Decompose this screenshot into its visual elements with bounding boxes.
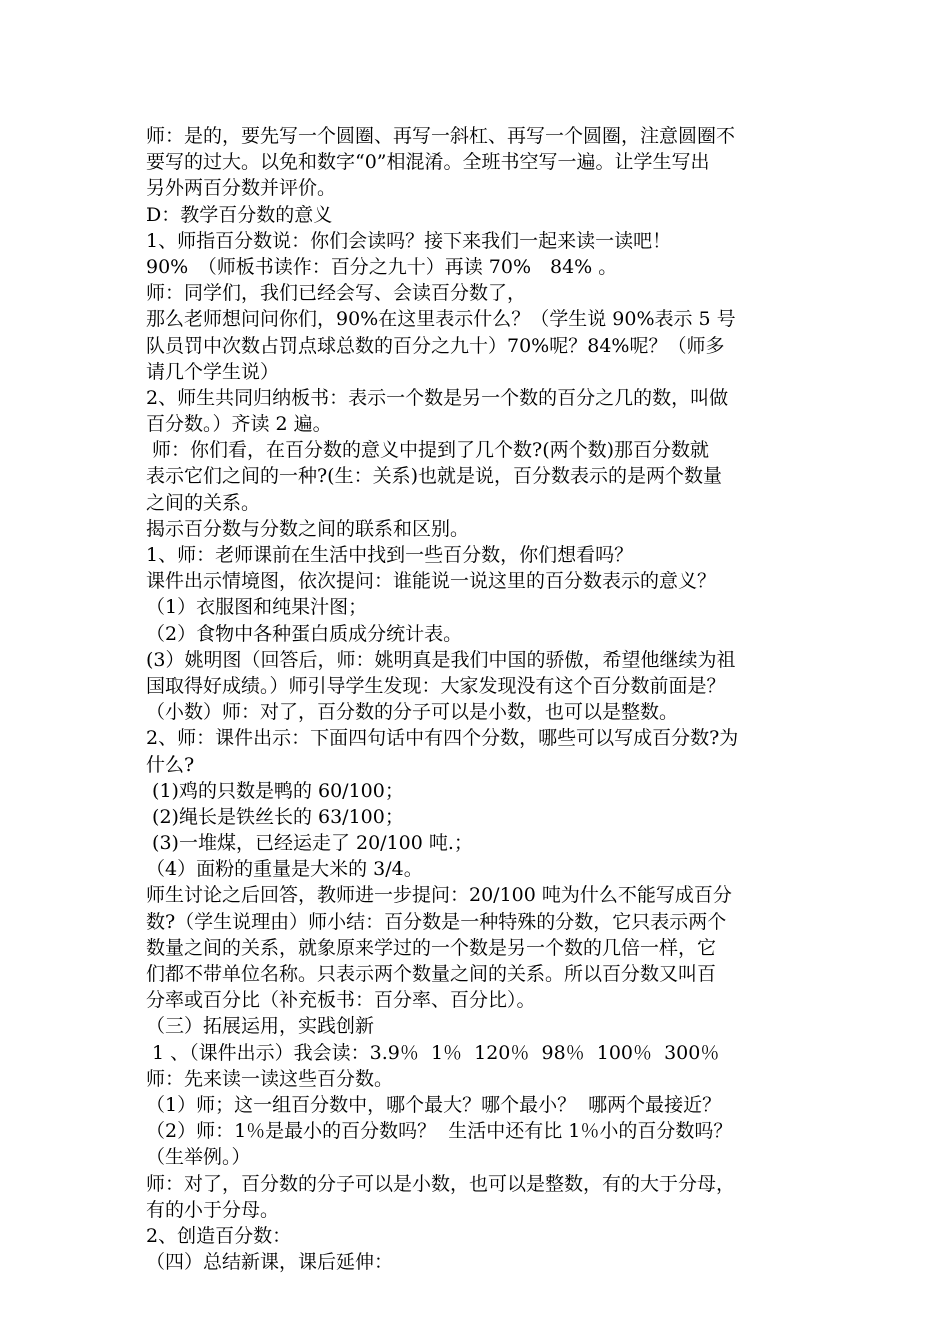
list-item: (3)一堆煤，已经运走了 20/100 吨.； xyxy=(146,832,473,855)
list-item: (2)绳长是铁丝长的 63/100； xyxy=(146,805,404,828)
text-line: （2）食物中各种蛋白质成分统计表。 xyxy=(146,622,463,645)
text-line: 数?（学生说理由）师小结：百分数是一种特殊的分数，它只表示两个 xyxy=(146,910,727,933)
text-line: 师：先来读一读这些百分数。 xyxy=(146,1067,394,1090)
section-heading: （三）拓展运用，实践创新 xyxy=(146,1015,375,1038)
text-line: 1、师指百分数说：你们会读吗？接下来我们一起来读一读吧！ xyxy=(146,229,672,252)
text-line: （1）衣服图和纯果汁图； xyxy=(146,596,368,619)
text-line: 之间的关系。 xyxy=(146,491,261,514)
section-heading: （四）总结新课，课后延伸： xyxy=(146,1251,394,1274)
text-line: 们都不带单位名称。只表示两个数量之间的关系。所以百分数又叫百 xyxy=(146,963,717,985)
text-line: 有的小于分母。 xyxy=(146,1198,280,1221)
text-line: （小数）师：对了，百分数的分子可以是小数，也可以是整数。 xyxy=(146,701,679,724)
text-line: 要写的过大。以免和数字“0”相混淆。全班书空写一遍。让学生写出 xyxy=(146,151,710,174)
text-line: 分率或百分比（补充板书：百分率、百分比）。 xyxy=(146,989,536,1012)
text-line: 队员罚中次数占罚点球总数的百分之九十）70%呢？84%呢？（师多 xyxy=(146,334,725,357)
text-line: 师：是的，要先写一个圆圈、再写一斜杠、再写一个圆圈，注意圆圈不 xyxy=(146,125,736,147)
text-line: 师：对了，百分数的分子可以是小数，也可以是整数，有的大于分母， xyxy=(146,1172,736,1195)
document-body xyxy=(146,123,812,1275)
text-line: 那么老师想问问你们，90%在这里表示什么？（学生说 90%表示 5 号 xyxy=(146,308,736,331)
text-line: 2、创造百分数： xyxy=(146,1224,292,1247)
text-line: （生举例。） xyxy=(146,1146,251,1169)
text-line: 课件出示情境图，依次提问：谁能说一说这里的百分数表示的意义？ xyxy=(146,570,717,593)
text-line: 请几个学生说） xyxy=(146,360,280,383)
text-line: 90% （师板书读作：百分之九十）再读 70% 84% 。 xyxy=(146,255,618,278)
list-item: (1)鸡的只数是鸭的 60/100； xyxy=(146,779,404,802)
text-line: 表示它们之间的一种?(生：关系)也就是说，百分数表示的是两个数量 xyxy=(146,465,723,488)
text-line: 2、师生共同归纳板书：表示一个数是另一个数的百分之几的数，叫做 xyxy=(146,386,729,409)
text-line: （2）师：1％是最小的百分数吗？ 生活中还有比 1％小的百分数吗？ xyxy=(146,1120,733,1143)
text-line: 师：同学们，我们已经会写、会读百分数了， xyxy=(146,282,527,305)
section-heading: D：教学百分数的意义 xyxy=(146,203,333,226)
text-line: 另外两百分数并评价。 xyxy=(146,177,337,200)
text-line: 师生讨论之后回答，教师进一步提问：20/100 吨为什么不能写成百分 xyxy=(146,884,732,907)
text-line: 2、师：课件出示：下面四句话中有四个分数，哪些可以写成百分数?为 xyxy=(146,727,739,750)
text-line: 师：你们看，在百分数的意义中提到了几个数?(两个数)那百分数就 xyxy=(146,439,710,462)
text-line: 百分数。）齐读 2 遍。 xyxy=(146,413,332,436)
text-line: （1）师；这一组百分数中，哪个最大？哪个最小？ 哪两个最接近？ xyxy=(146,1093,722,1116)
text-line: 揭示百分数与分数之间的联系和区别。 xyxy=(146,517,470,540)
text-line: 什么? xyxy=(146,753,195,776)
list-item: （4）面粉的重量是大米的 3/4。 xyxy=(146,858,423,881)
text-line: (3）姚明图（回答后，师：姚明真是我们中国的骄傲，希望他继续为祖 xyxy=(146,648,736,671)
text-line: 1 、（课件出示）我会读：3.9％ 1％ 120％ 98％ 100％ 300％ xyxy=(146,1041,720,1064)
text-line: 国取得好成绩。）师引导学生发现：大家发现没有这个百分数前面是？ xyxy=(146,674,726,697)
text-line: 数量之间的关系，就象原来学过的一个数是另一个数的几倍一样，它 xyxy=(146,936,717,959)
text-line: 1、师：老师课前在生活中找到一些百分数，你们想看吗？ xyxy=(146,544,634,566)
